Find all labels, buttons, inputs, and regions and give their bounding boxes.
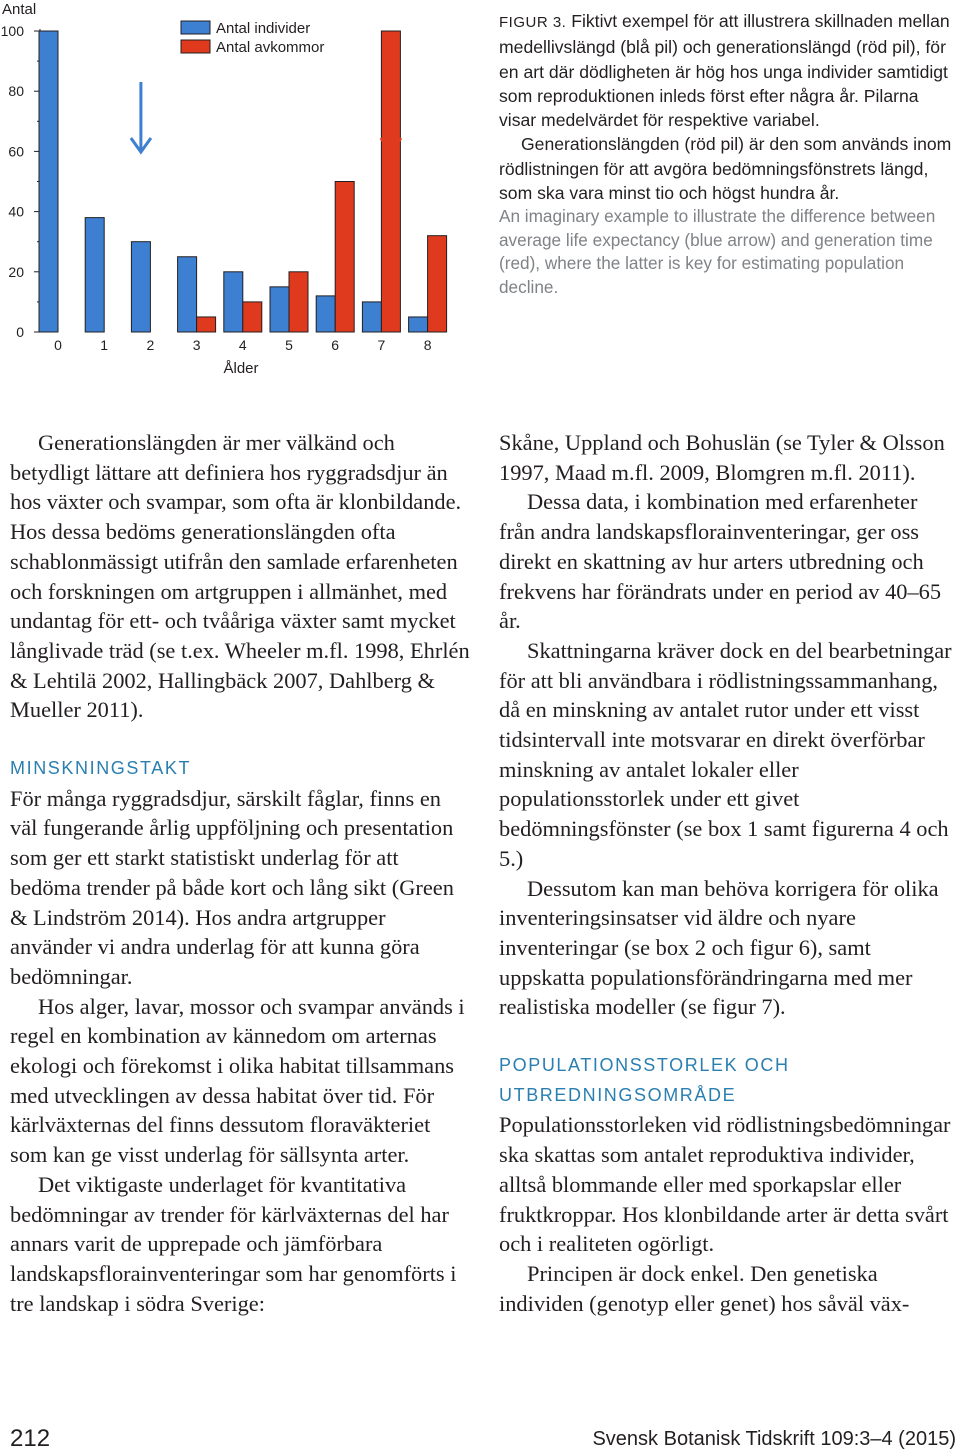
x-tick-label-1: 1 <box>100 337 109 353</box>
x-tick-label-4: 4 <box>238 337 247 353</box>
y-tick-label-60: 60 <box>8 143 24 160</box>
paragraph: Skåne, Uppland och Bohuslän (se Tyler & Olsson 1997, Maad m.fl. 2009, Blomgren m.fl. 2011). <box>499 430 945 485</box>
y-axis <box>1 23 40 340</box>
paragraph: Populationsstorleken vid rödlistningsbedömningar ska skattas som antalet reproduktiva individer, alltså blommande eller med sporkapslar eller fruktkroppar. Hos klonbildande arter är detta svårt och i realiteten ogörligt. <box>499 1112 951 1257</box>
caption-swedish <box>499 9 959 132</box>
chart-legend <box>181 20 324 56</box>
bar-individer-1 <box>85 218 104 332</box>
mean-arrows <box>131 82 401 152</box>
x-tick-label-7: 7 <box>377 337 386 353</box>
x-tick-label-0: 0 <box>54 337 62 353</box>
paragraph: Dessa data, i kombination med erfarenheter från andra landskapsflorainventeringar, ger oss direkt en skattning av hur arters utbredning och frekvens har förändrats under en period av 40–65 år. <box>499 489 942 634</box>
paragraph: Det viktigaste underlaget för kvantitativa bedömningar av trender för kärlväxternas del har annars varit de upprepade och jämförbara landskapsflorainventeringar som har genomförts i tre landskap i södra Sverige: <box>10 1171 457 1316</box>
y-tick-label-80: 80 <box>8 83 24 100</box>
heading-line-2: UTBREDNINGSOMRÅDE <box>499 1084 737 1105</box>
y-axis-label: Antal <box>2 1 37 18</box>
legend-swatch-0 <box>181 21 210 34</box>
bar-avkommor-5 <box>289 272 308 332</box>
paragraph: Hos alger, lavar, mossor och svampar används i regel en kombination av kännedom om arternas ekologi och förekomst i olika habitat tillsammans med utvecklingen av dessa habitat över tid. För kärlväxternas del finns dessutom floraväkteriet som kan ge visst underlag för sällsynta arter. <box>10 993 465 1168</box>
heading-line-1: POPULATIONSSTORLEK OCH <box>499 1055 790 1076</box>
paragraph: För många ryggradsdjur, särskilt fåglar, finns en väl fungerande årlig uppföljning och presentation som ger ett starkt statistiskt underlag för att bedöma trender på både kort och lång sikt (Green & Lindström 2014). Hos andra artgrupper använder vi andra underlag för att kunna göra bedömningar. <box>10 785 454 989</box>
paragraph: Skattningarna kräver dock en del bearbetningar för att bli användbara i rödlistningssammanhang, då en minskning av antalet rutor under ett visst tidsintervall inte motsvarar en direkt överförbar minskning av antalet lokaler eller populationsstorlek under ett givet bedömningsfönster (se box 1 samt figurerna 4 och 5.) <box>499 637 952 871</box>
figure-label: FIGUR 3. <box>499 14 567 31</box>
right-column <box>499 428 959 1318</box>
caption-text-sv: Fiktivt exempel för att illustrera skillnaden mellan medellivslängd (blå pil) och generationslängd (röd pil), för en art där dödligheten är hög hos unga individer samtidigt som reproduktionen inleds först efter några år. Pilarna visar medelvärdet för respektive variabel. <box>499 11 950 131</box>
bar-individer-7 <box>362 302 381 332</box>
y-tick-label-0: 0 <box>16 324 24 340</box>
y-tick-label-20: 20 <box>8 263 24 280</box>
figure-3-chart <box>0 0 490 390</box>
bar-avkommor-3 <box>197 317 216 332</box>
x-tick-label-2: 2 <box>146 337 155 353</box>
y-tick-label-40: 40 <box>8 203 24 220</box>
left-column <box>10 428 472 1318</box>
bar-individer-4 <box>224 272 243 332</box>
bar-individer-0 <box>39 31 58 332</box>
bars <box>39 31 447 332</box>
bar-individer-3 <box>178 257 197 332</box>
bar-individer-8 <box>409 317 428 332</box>
x-axis-ticks <box>54 337 432 353</box>
figure-caption <box>499 9 959 299</box>
bar-avkommor-8 <box>428 236 447 332</box>
journal-footer: Svensk Botanisk Tidskrift 109:3–4 (2015) <box>592 1428 956 1450</box>
x-tick-label-8: 8 <box>423 337 432 353</box>
blue-arrow <box>131 82 151 152</box>
x-axis-label: Ålder <box>223 360 259 377</box>
bar-avkommor-7 <box>381 31 400 332</box>
caption-text-sv2: Generationslängden (röd pil) är den som används inom rödlistningen för att avgöra bedömningsfönstrets längd, som ska vara minst tio och högst hundra år. <box>499 134 952 204</box>
bar-avkommor-4 <box>243 302 262 332</box>
caption-text-en: An imaginary example to illustrate the difference between average life expectancy (blue arrow) and generation time (red), where the latter is key for estimating population decline. <box>499 206 936 297</box>
bar-individer-6 <box>316 296 335 332</box>
legend-swatch-1 <box>181 40 210 53</box>
bar-avkommor-6 <box>335 182 354 333</box>
bar-individer-2 <box>131 242 150 332</box>
page-number: 212 <box>10 1425 51 1452</box>
paragraph: Dessutom kan man behöva korrigera för olika inventeringsinsatser vid äldre och nyare inventeringar (se box 2 och figur 6), samt uppskatta populationsförändringarna med mer realistiska modeller (se figur 7). <box>499 875 939 1020</box>
bar-individer-5 <box>270 287 289 332</box>
paragraph: Generationslängden är mer välkänd och betydligt lättare att definiera hos ryggradsdjur än hos växter och svampar, som ofta är klonbildande. Hos dessa bedöms generationslängden ofta schablonmässigt utifrån den samlade erfarenheten och forskningen om artgruppen i allmänhet, med undantag för ett- och tvååriga växter samt mycket långlivade träd (se t.ex. Wheeler m.fl. 1998, Ehrlén & Lehtilä 2002, Hallingbäck 2007, Dahlberg & Mueller 2011). <box>10 430 470 723</box>
legend-label-0: Antal individer <box>216 20 311 37</box>
x-tick-label-6: 6 <box>331 337 340 353</box>
legend-label-1: Antal avkommor <box>216 39 325 56</box>
x-tick-label-3: 3 <box>192 337 201 353</box>
section-heading-populationsstorlek <box>499 1051 959 1110</box>
y-tick-label-100: 100 <box>0 23 24 39</box>
x-tick-label-5: 5 <box>285 337 293 353</box>
section-heading-minskningstakt: MINSKNINGSTAKT <box>10 758 192 779</box>
paragraph: Principen är dock enkel. Den genetiska individen (genotyp eller genet) hos såväl väx- <box>499 1260 910 1316</box>
